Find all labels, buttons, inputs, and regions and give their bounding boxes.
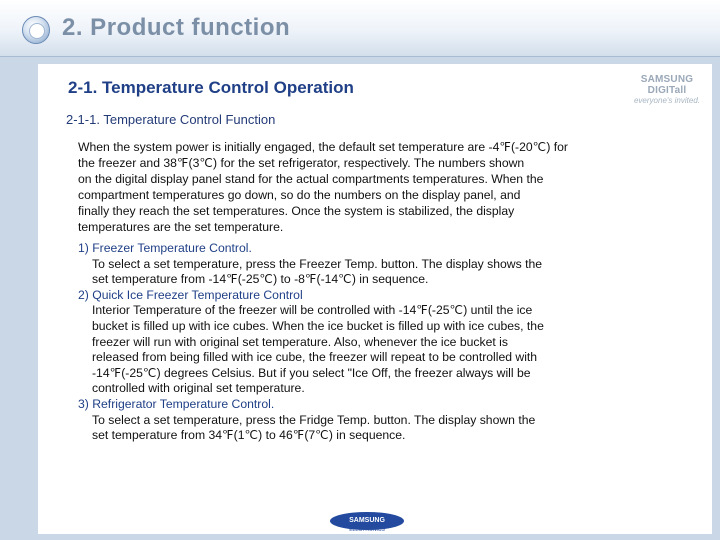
list-item-body: To select a set temperature, press the Freezer Temp. button. The display shows the set temperature from -14℉(-25℃) to -8℉(-14℃) in sequence. [92, 256, 543, 287]
page-number: 20 [660, 516, 674, 530]
logo-tagline: everyone's invited. [633, 96, 700, 105]
list-item-title: 2) Quick Ice Freezer Temperature Control [78, 287, 303, 302]
samsung-logo-subtitle: ELECTRONICS [349, 527, 385, 533]
list-item-title: 1) Freezer Temperature Control. [78, 241, 252, 255]
list-item [78, 397, 638, 444]
intro-paragraph: When the system power is initially engaged, the default set temperature are -4℉(-20℃) for the freezer and 38℉(3℃) for the set refrigerator, respectively. The numbers shown on the digital display panel stand for the actual compartments temperatures. When the compartment temperatures go down, so do the numbers on the display panel, and finally they reach the set temperatures. Once the system is stabilized, the display temperatures are the set temperature. [78, 140, 568, 234]
samsung-logo: SAMSUNG [330, 512, 404, 530]
subsection-heading: 2-1-1. Temperature Control Function [66, 112, 276, 127]
samsung-digitall-logo [626, 74, 708, 105]
list-item [78, 241, 638, 288]
list-item [78, 288, 638, 397]
bullet-circle-icon [22, 16, 50, 44]
footer-band [0, 534, 720, 540]
logo-brand-name: SAMSUNG DIGITall [640, 74, 694, 96]
list-item-body: To select a set temperature, press the Fridge Temp. button. The display shown the set temperature from 34℉(1℃) to 46℉(7℃) in sequence. [92, 412, 536, 443]
list-item-title: 3) Refrigerator Temperature Control. [78, 396, 275, 411]
list-item-body: Interior Temperature of the freezer will be controlled with -14℉(-25℃) until the ice bucket is filled up with ice cubes. When the ice bucket is filled up with ice cubes, the freezer will run with original set temperature. Also, whenever the ice bucket is released from being filled with ice cube, the freezer will repeat to be controlled with -14℉(-25℃) degrees Celsius. But if you select "Ice Off, the freezer always will be controlled with original set temperature. [92, 303, 544, 396]
title-bar [0, 0, 720, 57]
slide-title: 2. Product function [62, 14, 291, 41]
section-heading: 2-1. Temperature Control Operation [68, 78, 354, 97]
function-list [78, 241, 638, 444]
